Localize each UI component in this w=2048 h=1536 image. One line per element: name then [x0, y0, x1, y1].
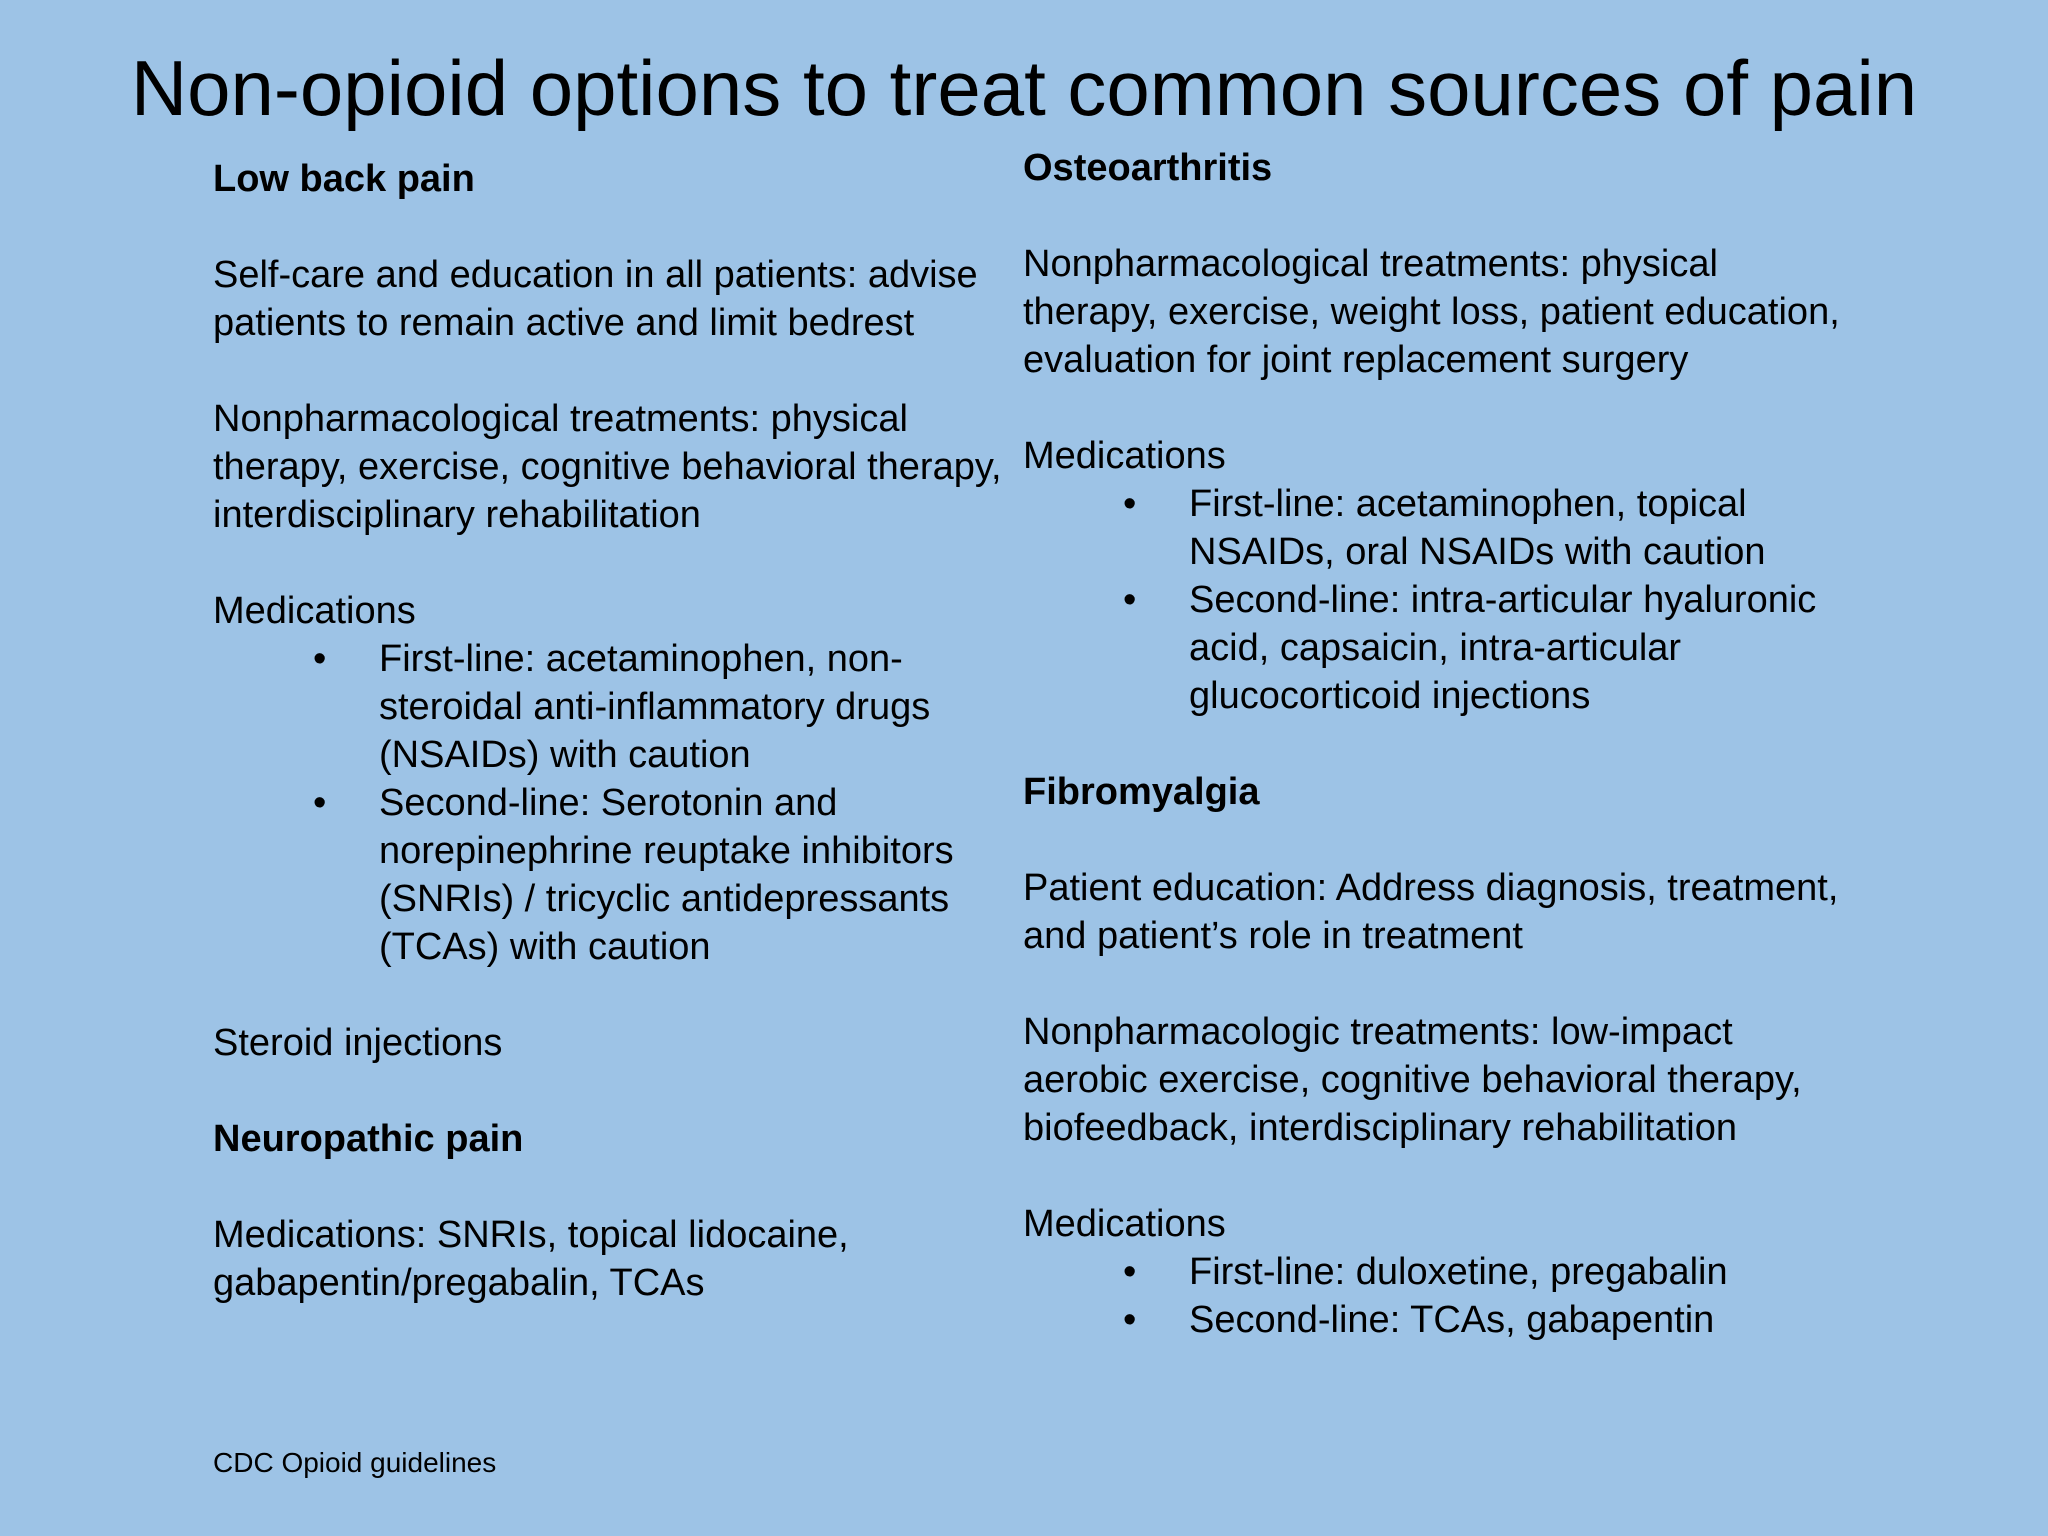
osteoarthritis-medications-list [1023, 480, 1853, 720]
fibromyalgia-nonpharm-text: Nonpharmacologic treatments: low-impact aerobic exercise, cognitive behavioral therapy, biofeedback, interdisciplinary rehabilitation [1023, 1011, 1802, 1149]
low-back-first-line-text: First-line: acetaminophen, non-steroidal anti-inflammatory drugs (NSAIDs) with caution [379, 638, 931, 776]
fibromyalgia-medications-list [1023, 1248, 1853, 1344]
low-back-medications-label: Medications [213, 590, 416, 632]
neuropathic-pain-heading: Neuropathic pain [213, 1118, 524, 1160]
list-item [1123, 1248, 1853, 1296]
osteoarthritis-second-line-text: Second-line: intra-articular hyaluronic acid, capsaicin, intra-articular glucocorticoid injections [1189, 579, 1817, 717]
bullet-icon: • [1123, 1299, 1137, 1341]
neuropathic-medications-text: Medications: SNRIs, topical lidocaine, gabapentin/pregabalin, TCAs [213, 1214, 849, 1304]
list-item [1123, 480, 1853, 576]
low-back-self-care-text: Self-care and education in all patients: advise patients to remain active and limit bedrest [213, 254, 978, 344]
fibromyalgia-education-text: Patient education: Address diagnosis, treatment, and patient’s role in treatment [1023, 867, 1839, 957]
osteoarthritis-nonpharm-text: Nonpharmacological treatments: physical therapy, exercise, weight loss, patient education, evaluation for joint replacement surgery [1023, 243, 1840, 381]
osteoarthritis-first-line-text: First-line: acetaminophen, topical NSAIDs, oral NSAIDs with caution [1189, 483, 1766, 573]
osteoarthritis-medications-label: Medications [1023, 435, 1226, 477]
right-column [1023, 144, 1853, 1344]
bullet-icon: • [1123, 579, 1137, 621]
left-column [213, 155, 1013, 1307]
list-item [1123, 576, 1853, 720]
bullet-icon: • [313, 638, 327, 680]
fibromyalgia-second-line-text: Second-line: TCAs, gabapentin [1189, 1299, 1715, 1341]
bullet-icon: • [313, 782, 327, 824]
list-item [313, 635, 1013, 779]
fibromyalgia-heading: Fibromyalgia [1023, 771, 1260, 813]
low-back-nonpharm-text: Nonpharmacological treatments: physical therapy, exercise, cognitive behavioral therapy, interdisciplinary rehabilitation [213, 398, 1002, 536]
osteoarthritis-heading: Osteoarthritis [1023, 147, 1273, 189]
bullet-icon: • [1123, 1251, 1137, 1293]
fibromyalgia-first-line-text: First-line: duloxetine, pregabalin [1189, 1251, 1728, 1293]
slide-title: Non-opioid options to treat common sources of pain [130, 44, 1918, 132]
list-item [1123, 1296, 1853, 1344]
list-item [313, 779, 1013, 971]
low-back-second-line-text: Second-line: Serotonin and norepinephrine reuptake inhibitors (SNRIs) / tricyclic antidepressants (TCAs) with caution [379, 782, 954, 968]
low-back-medications-list [213, 635, 1013, 971]
bullet-icon: • [1123, 483, 1137, 525]
fibromyalgia-medications-label: Medications [1023, 1203, 1226, 1245]
low-back-pain-heading: Low back pain [213, 158, 475, 200]
source-footer: CDC Opioid guidelines [213, 1447, 497, 1478]
low-back-steroid-text: Steroid injections [213, 1022, 503, 1064]
